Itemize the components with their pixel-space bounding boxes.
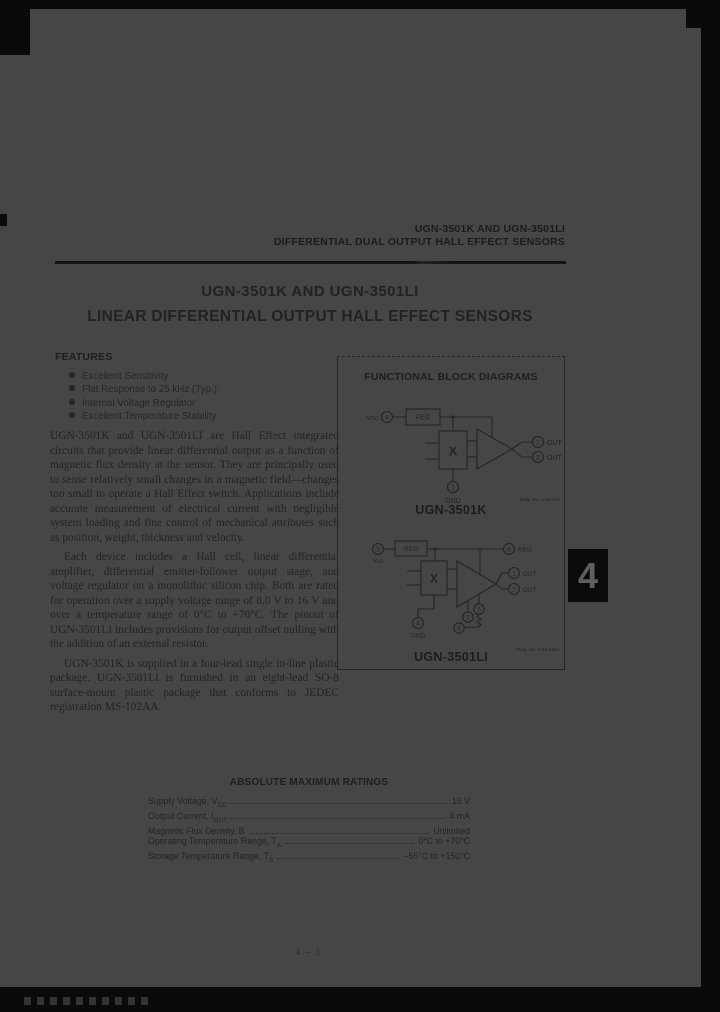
pin-number: 4	[385, 414, 389, 422]
amplifier-triangle	[457, 561, 496, 607]
ratings-table	[148, 796, 470, 866]
pin-number: 2	[512, 586, 516, 594]
running-header	[274, 223, 565, 249]
feature-item	[69, 370, 335, 383]
hall-cell-label: X	[448, 443, 458, 459]
rating-row	[148, 826, 470, 836]
block-diagram-ugn3501li	[340, 533, 562, 661]
pin-number: 7	[466, 614, 470, 622]
pin-number: 2	[536, 439, 540, 447]
pin-number: 1	[512, 570, 516, 578]
block-diagram-ugn3501k	[340, 389, 562, 519]
rating-value: Unlimited	[433, 825, 470, 836]
bullet-icon	[69, 385, 75, 391]
running-header-line2: DIFFERENTIAL DUAL OUTPUT HALL EFFECT SENSORS	[273, 236, 565, 248]
reg-pin-label: REG	[518, 546, 532, 554]
rating-row	[148, 836, 470, 851]
absolute-maximum-ratings	[148, 777, 470, 866]
rating-label: Magnetic Flux Density, B	[148, 825, 245, 836]
rating-row	[148, 851, 470, 866]
feature-item-label: Flat Response to 25 kHz (Typ.)	[82, 384, 218, 396]
paragraph: UGN-3501K and UGN-3501LI are Hall Effect integrated circuits that provide linear differential output as a function of magnetic flux density at the sensor. They are principally used to sense relatively small changes in a magnetic field—changes too small to operate a Hall Effect switch. Applications include accurate measurement of electrical current with negligible system loading and fine control of mechanical attributes such as position, weight, thickness and velocity.	[50, 430, 339, 544]
diagram-label-ugn3501k: UGN-3501K	[415, 503, 487, 517]
scan-mark-left	[0, 214, 7, 226]
vcc-label: Vcc	[366, 415, 378, 422]
out-label: OUT	[547, 455, 562, 462]
rating-row	[148, 796, 470, 811]
dot-leader	[231, 818, 445, 819]
rating-label: Operating Temperature Range, $T_A$	[148, 836, 282, 849]
paragraph: Each device includes a Hall cell, linear differential amplifier, differential emitter-follower output stage, and voltage regulator on a monolithic silicon chip. Both are rated for operation over a supply voltage range of 8.0 V to 16 V and over a temperature range of 0°C to +70°C. The pinout of UGN-3501LI includes provisions for output offset nulling with the addition of an external resistor.	[50, 551, 339, 650]
rating-value: −65°C to +150°C	[403, 851, 470, 862]
regulator-label: REG	[403, 546, 419, 553]
diagrams-heading: FUNCTIONAL BLOCK DIAGRAMS	[364, 371, 538, 383]
rating-value: 16 V	[451, 796, 470, 806]
dot-leader	[249, 833, 430, 834]
pin-number: 5	[477, 606, 481, 614]
page-title-line2: LINEAR DIFFERENTIAL OUTPUT HALL EFFECT SENSORS	[87, 308, 533, 325]
amplifier-triangle	[477, 429, 512, 469]
drawing-number: Dwg. No. A-14,412	[519, 498, 560, 503]
paragraph: UGN-3501K is supplied in a four-lead single in-line plastic package. UGN-3501LI is furnished in an eight-lead SO-8 surface-mount plastic package that conforms to JEDEC registration MS-102AA.	[50, 657, 339, 713]
out-label: OUT	[547, 440, 562, 447]
bullet-icon	[69, 412, 75, 418]
features-heading: FEATURES	[55, 351, 113, 363]
body-text	[50, 429, 339, 720]
out-label: OUT	[523, 571, 537, 578]
rating-label-subscript: OUT	[213, 816, 228, 824]
bullet-icon	[69, 399, 75, 405]
page-title-line1: UGN-3501K AND UGN-3501LI	[201, 283, 419, 300]
rating-label: Supply Voltage, $V_{CC}$	[148, 796, 227, 809]
rating-label: Storage Temperature Range, $T_S$	[148, 851, 274, 864]
pin-number: 8	[507, 546, 511, 554]
rating-value: 4 mA	[449, 810, 470, 821]
dot-leader	[285, 843, 414, 844]
feature-item	[69, 410, 335, 423]
gnd-label: GND	[445, 498, 461, 505]
rating-label-subscript: A	[276, 841, 282, 849]
gnd-label: GND	[411, 632, 425, 640]
dot-leader	[231, 803, 448, 804]
scan-smudge	[24, 997, 154, 1005]
pin-number: 1	[451, 484, 455, 492]
feature-item	[69, 397, 335, 410]
rating-label-subscript: S	[268, 856, 274, 864]
feature-item	[69, 383, 335, 396]
rating-row	[148, 811, 470, 826]
dot-leader	[277, 858, 399, 859]
ratings-heading: ABSOLUTE MAXIMUM RATINGS	[229, 777, 389, 788]
rating-label-subscript: CC	[217, 801, 227, 809]
features-list	[69, 370, 335, 424]
page-number: 4–3	[295, 948, 325, 958]
running-header-line1: UGN-3501K AND UGN-3501LI	[414, 223, 565, 235]
pin-number: 3	[536, 454, 540, 462]
page-title	[50, 283, 570, 326]
scan-border-top	[0, 0, 720, 9]
feature-item-label: Excellent Sensitivity	[82, 371, 169, 382]
rating-value: 0°C to +70°C	[418, 836, 470, 847]
hall-cell-label: X	[429, 571, 439, 586]
feature-item-label: Internal Voltage Regulator	[82, 397, 196, 409]
pin-number: 4	[416, 620, 420, 628]
scan-border-top-left	[0, 9, 30, 55]
regulator-label: REG	[415, 414, 431, 422]
scan-border-right	[701, 0, 720, 1012]
pin-number: 3	[376, 546, 380, 554]
out-label: OUT	[523, 587, 537, 594]
functional-block-diagrams-box	[337, 356, 565, 670]
rating-label: Output Current, $I_{OUT}$	[148, 810, 228, 824]
diagram-label-ugn3501li: UGN-3501LI	[414, 650, 488, 664]
pin-number: 6	[457, 625, 461, 633]
drawing-number: Dwg. No. A-10,426A	[516, 648, 560, 653]
features-section	[55, 351, 335, 424]
header-rule	[55, 261, 566, 264]
section-tab: 4	[568, 549, 608, 602]
vcc-label: Vcc	[372, 558, 384, 565]
feature-item-label: Excellent Temperature Stability	[82, 411, 217, 423]
bullet-icon	[69, 372, 75, 378]
